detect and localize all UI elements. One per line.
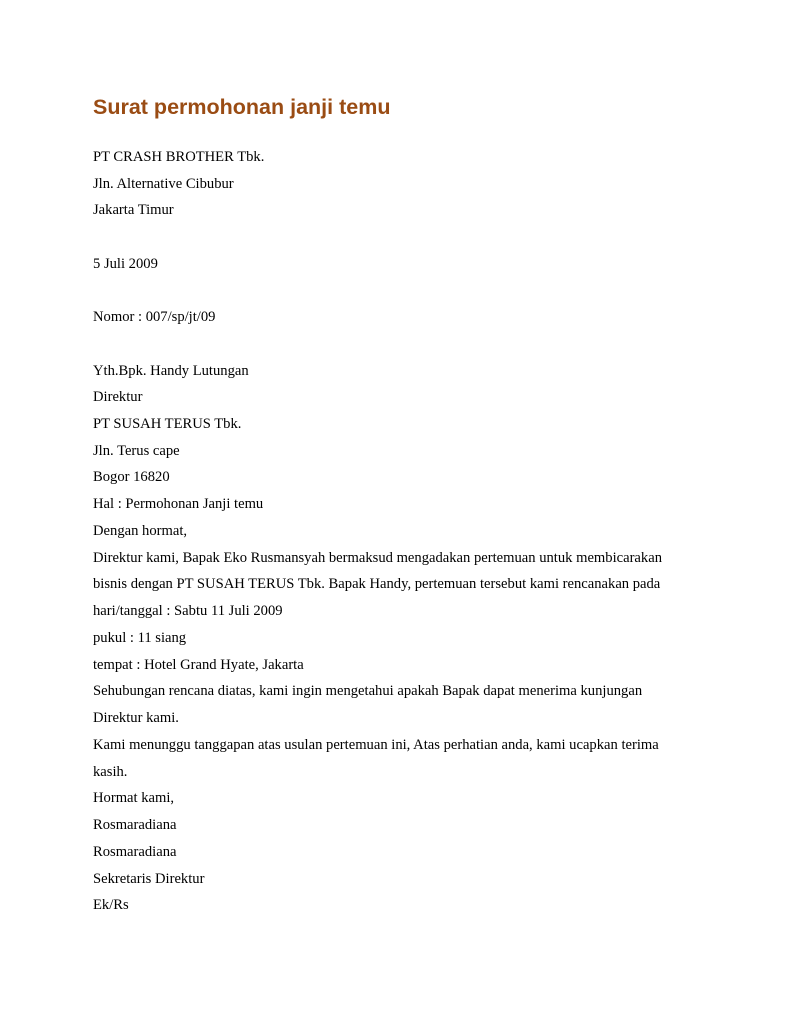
- recipient-city: Bogor 16820: [93, 469, 170, 485]
- letter-number: Nomor : 007/sp/jt/09: [93, 309, 216, 325]
- body-paragraph-1-line-1: Direktur kami, Bapak Eko Rusmansyah bermaksud mengadakan pertemuan untuk membicarakan: [93, 550, 662, 566]
- signer-name: Rosmaradiana: [93, 844, 177, 860]
- body-paragraph-3-line-2: kasih.: [93, 764, 128, 780]
- sender-street: Jln. Alternative Cibubur: [93, 176, 234, 192]
- body-paragraph-2-line-1: Sehubungan rencana diatas, kami ingin mengetahui apakah Bapak dapat menerima kunjungan: [93, 683, 643, 699]
- document-title: Surat permohonan janji temu: [93, 95, 391, 119]
- reference-initials: Ek/Rs: [93, 897, 129, 913]
- schedule-place: tempat : Hotel Grand Hyate, Jakarta: [93, 657, 304, 673]
- recipient-name: Yth.Bpk. Handy Lutungan: [93, 363, 249, 379]
- letter-subject: Hal : Permohonan Janji temu: [93, 496, 264, 512]
- letter-date: 5 Juli 2009: [93, 256, 158, 272]
- letter-closing: Hormat kami,: [93, 790, 175, 806]
- sender-city: Jakarta Timur: [93, 202, 174, 218]
- recipient-street: Jln. Terus cape: [93, 443, 180, 459]
- schedule-time: pukul : 11 siang: [93, 630, 187, 646]
- body-paragraph-3-line-1: Kami menunggu tanggapan atas usulan pertemuan ini, Atas perhatian anda, kami ucapkan terima: [93, 737, 659, 753]
- body-paragraph-1-line-2: bisnis dengan PT SUSAH TERUS Tbk. Bapak Handy, pertemuan tersebut kami rencanakan pada: [93, 576, 661, 592]
- letter-salutation: Dengan hormat,: [93, 523, 188, 539]
- recipient-position: Direktur: [93, 389, 143, 405]
- sender-company: PT CRASH BROTHER Tbk.: [93, 149, 265, 165]
- signer-position: Sekretaris Direktur: [93, 871, 205, 887]
- signature-name: Rosmaradiana: [93, 817, 177, 833]
- body-paragraph-2-line-2: Direktur kami.: [93, 710, 179, 726]
- schedule-day: hari/tanggal : Sabtu 11 Juli 2009: [93, 603, 283, 619]
- recipient-company: PT SUSAH TERUS Tbk.: [93, 416, 242, 432]
